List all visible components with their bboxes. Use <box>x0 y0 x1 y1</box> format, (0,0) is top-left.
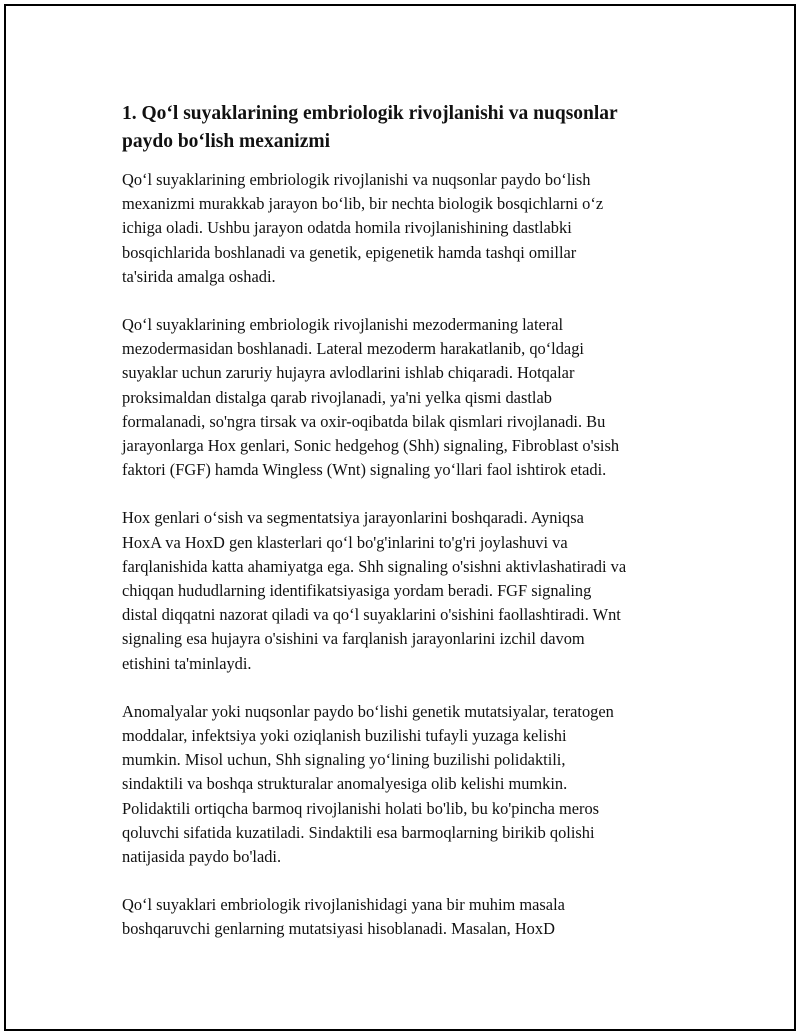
paragraph-5: Qo‘l suyaklari embriologik rivojlanishidagi yana bir muhim masala boshqaruvchi genlarning mutatsiyasi hisoblanadi. Masalan, HoxD <box>122 895 565 939</box>
paragraph-4: Anomalyalar yoki nuqsonlar paydo bo‘lishi genetik mutatsiyalar, teratogen moddalar, infektsiya yoki oziqlanish buzilishi tufayli yuzaga kelishi mumkin. Misol uchun, Shh signaling yo‘lining buzilishi polidaktili, sindaktili va boshqa strukturalar anomalyesiga olib kelishi mumkin. Polidaktili ortiqcha barmoq rivojlanishi holati bo'lib, bu ko'pincha meros qoluvchi sifatida kuzatiladi. Sindaktili esa barmoqlarning birikib qolishi natijasida paydo bo'ladi. <box>122 701 614 867</box>
paragraph-2: Qo‘l suyaklarining embriologik rivojlanishi mezodermaning lateral mezodermasidan boshlanadi. Lateral mezoderm harakatlanib, qo‘ldagi suyaklar uchun zaruriy hujayra avlodlarini ishlab chiqaradi. Hotqalar proksimaldan distalga qarab rivojlanadi, ya'ni yelka qismi dastlab formalanadi, so'ngra tirsak va oxir-oqibatda bilak qismlari rivojlanadi. Bu jarayonlarga Hox genlari, Sonic hedgehog (Shh) signaling, Fibroblast o'sish faktori (FGF) hamda Wingless (Wnt) signaling yo‘llari faol ishtirok etadi. <box>122 315 620 480</box>
document-body <box>122 100 692 966</box>
paragraph-3: Hox genlari o‘sish va segmentatsiya jarayonlarini boshqaradi. Ayniqsa HoxA va HoxD gen klasterlari qo‘l bo'g'inlarini to'g'ri joylashuvi va farqlanishida katta ahamiyatga ega. Shh signaling o'sishni aktivlashatiradi va chiqqan hududlarning identifikatsiyasiga yordam beradi. FGF signaling distal diqqatni nazorat qiladi va qo‘l suyaklarini o'sishini faollashtiradi. Wnt signaling esa hujayra o'sishini va farqlanish jarayonlarini izchil davom etishini ta'minlaydi. <box>122 508 627 673</box>
paragraph-1: Qo‘l suyaklarining embriologik rivojlanishi va nuqsonlar paydo bo‘lish mexanizmi murakkab jarayon bo‘lib, bir nechta biologik bosqichlarni o‘z ichiga oladi. Ushbu jarayon odatda homila rivojlanishining dastlabki bosqichlarida boshlanadi va genetik, epigenetik hamda tashqi omillar ta'sirida amalga oshadi. <box>122 170 604 286</box>
page-frame <box>4 4 796 1031</box>
section-heading: 1. Qo‘l suyaklarining embriologik rivojlanishi va nuqsonlar paydo bo‘lish mexanizmi <box>122 103 618 152</box>
